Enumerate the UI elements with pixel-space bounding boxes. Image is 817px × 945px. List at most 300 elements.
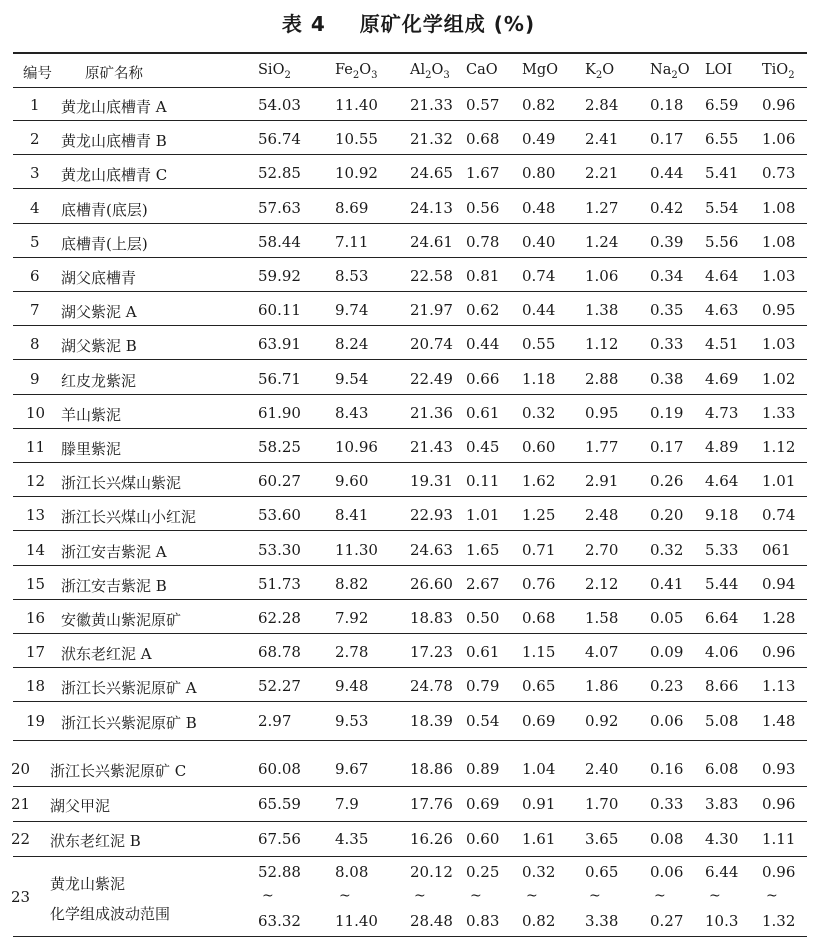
cell-tio2: 1.33 [762, 403, 796, 422]
table-rule [13, 394, 807, 395]
cell-high-na2o: 0.27 [650, 912, 684, 930]
cell-na2o: 0.33 [650, 795, 684, 813]
cell-fe2o3: 2.78 [335, 643, 369, 662]
cell-name: 湖父紫泥 A [61, 303, 137, 322]
cell-cao: 0.89 [466, 760, 500, 778]
cell-fe2o3: 9.74 [335, 301, 369, 320]
cell-name: 湖父底槽青 [61, 269, 137, 287]
column-header-mgo: MgO [522, 62, 559, 78]
cell-fe2o3: 11.30 [335, 540, 378, 559]
cell-fe2o3: 10.92 [335, 164, 378, 183]
table-rule [13, 821, 807, 822]
cell-k2o: 4.07 [585, 643, 619, 662]
table-rule [13, 565, 807, 566]
cell-al2o3: 24.65 [410, 164, 453, 183]
table-rule [13, 428, 807, 429]
cell-fe2o3: 8.43 [335, 403, 369, 422]
cell-loi: 6.59 [705, 96, 739, 114]
cell-name: 浙江长兴紫泥原矿 B [61, 713, 197, 732]
table-rule [13, 740, 807, 741]
cell-mgo: 0.40 [522, 232, 556, 251]
cell-cao: 1.01 [466, 506, 500, 525]
cell-sio2: 59.92 [258, 267, 301, 285]
cell-cao: 0.56 [466, 198, 500, 217]
cell-cao: 0.44 [466, 335, 500, 354]
cell-cao: 0.11 [466, 472, 500, 491]
cell-loi: 4.06 [705, 643, 739, 662]
cell-loi: 5.54 [705, 198, 739, 217]
cell-al2o3: 24.61 [410, 232, 453, 251]
cell-sio2: 57.63 [258, 198, 301, 217]
table-rule [13, 87, 807, 88]
cell-name: 底槽青(底层) [61, 200, 148, 219]
cell-sio2: 62.28 [258, 609, 301, 627]
cell-no: 16 [26, 609, 46, 627]
cell-k2o: 1.58 [585, 609, 619, 627]
table-rule [13, 52, 807, 54]
cell-cao: 0.45 [466, 438, 500, 456]
cell-al2o3: 19.31 [410, 472, 453, 491]
cell-al2o3: 22.93 [410, 506, 453, 525]
cell-low-cao: 0.25 [466, 863, 500, 881]
cell-tio2: 0.96 [762, 96, 796, 114]
cell-al2o3: 24.63 [410, 540, 453, 559]
cell-no: 18 [26, 677, 46, 696]
cell-al2o3: 16.26 [410, 830, 453, 848]
cell-no: 2 [30, 130, 40, 149]
cell-mgo: 0.32 [522, 403, 556, 422]
cell-k2o: 1.86 [585, 677, 619, 696]
column-header-no: 编号 [23, 66, 52, 82]
cell-loi: 4.51 [705, 335, 739, 354]
cell-no: 12 [26, 472, 46, 491]
cell-al2o3: 18.86 [410, 760, 453, 778]
cell-na2o: 0.33 [650, 335, 684, 354]
cell-mgo: 0.69 [522, 711, 556, 730]
cell-mgo: 0.74 [522, 267, 556, 285]
cell-fe2o3: 9.54 [335, 369, 369, 388]
cell-cao: 0.57 [466, 96, 500, 114]
cell-high-fe2o3: 11.40 [335, 912, 378, 930]
cell-fe2o3: 4.35 [335, 830, 369, 848]
cell-na2o: 0.34 [650, 267, 684, 285]
cell-name: 红皮龙紫泥 [61, 371, 137, 390]
table-rule [13, 786, 807, 787]
cell-no: 8 [30, 335, 40, 354]
cell-na2o: 0.08 [650, 830, 684, 848]
cell-tio2: 0.74 [762, 506, 796, 525]
tilde-cao: ~ [470, 888, 482, 904]
cell-tio2: 061 [762, 540, 791, 559]
table-rule [13, 496, 807, 497]
cell-loi: 6.55 [705, 130, 739, 149]
cell-mgo: 1.04 [522, 760, 556, 778]
column-header-k2o: $K_2O$ [585, 62, 615, 81]
cell-name: 浙江长兴煤山紫泥 [61, 474, 182, 493]
cell-cao: 0.81 [466, 267, 500, 285]
table-caption: 原矿化学组成 (%) [359, 12, 536, 36]
cell-sio2: 56.71 [258, 369, 301, 388]
cell-no: 19 [26, 711, 46, 730]
cell-fe2o3: 8.41 [335, 506, 369, 525]
cell-loi: 5.41 [705, 164, 739, 183]
cell-loi: 4.73 [705, 403, 739, 422]
cell-tio2: 1.01 [762, 472, 796, 491]
tilde-na2o: ~ [654, 888, 666, 904]
cell-cao: 0.78 [466, 232, 500, 251]
cell-no: 6 [30, 267, 40, 285]
column-header-loi: LOI [705, 62, 733, 78]
column-header-al2o3: $Al_2O_3$ [410, 62, 450, 81]
cell-sio2: 58.25 [258, 438, 301, 456]
cell-no: 5 [30, 232, 40, 251]
cell-cao: 1.67 [466, 164, 500, 183]
cell-cao: 2.67 [466, 574, 500, 593]
table-rule [13, 633, 807, 634]
cell-no: 9 [30, 369, 40, 388]
cell-name: 黄龙山底槽青 C [61, 166, 168, 185]
cell-na2o: 0.18 [650, 96, 684, 114]
cell-k2o: 1.70 [585, 795, 619, 813]
cell-fe2o3: 8.53 [335, 267, 369, 285]
cell-no: 1 [30, 96, 40, 114]
cell-tio2: 1.08 [762, 232, 796, 251]
cell-no: 20 [11, 760, 31, 778]
cell-tio2: 0.93 [762, 760, 796, 778]
cell-tio2: 1.13 [762, 677, 796, 696]
cell-no: 22 [11, 830, 31, 848]
cell-sio2: 61.90 [258, 403, 301, 422]
cell-k2o: 2.84 [585, 96, 619, 114]
cell-k2o: 2.21 [585, 164, 619, 183]
cell-al2o3: 20.74 [410, 335, 453, 354]
cell-high-loi: 10.3 [705, 912, 739, 930]
cell-k2o: 1.06 [585, 267, 619, 285]
cell-al2o3: 17.76 [410, 795, 453, 813]
cell-tio2: 1.06 [762, 130, 796, 149]
cell-k2o: 2.88 [585, 369, 619, 388]
cell-mgo: 1.61 [522, 830, 556, 848]
cell-loi: 5.56 [705, 232, 739, 251]
cell-loi: 4.64 [705, 472, 739, 491]
cell-tio2: 1.02 [762, 369, 796, 388]
cell-k2o: 1.12 [585, 335, 619, 354]
cell-al2o3: 21.43 [410, 438, 453, 456]
cell-name: 洑东老红泥 A [61, 645, 152, 664]
cell-no: 7 [30, 301, 40, 320]
cell-na2o: 0.17 [650, 438, 684, 456]
cell-k2o: 0.92 [585, 711, 619, 730]
cell-fe2o3: 9.53 [335, 711, 369, 730]
table-rule [13, 599, 807, 600]
cell-al2o3: 21.36 [410, 403, 453, 422]
cell-no: 21 [11, 795, 31, 813]
cell-na2o: 0.20 [650, 506, 684, 525]
tilde-al2o3: ~ [414, 888, 426, 904]
cell-no: 3 [30, 164, 40, 183]
cell-al2o3: 22.49 [410, 369, 453, 388]
table-rule [13, 530, 807, 531]
cell-high-tio2: 1.32 [762, 912, 796, 930]
cell-mgo: 0.49 [522, 130, 556, 149]
cell-mgo: 1.18 [522, 369, 556, 388]
cell-na2o: 0.41 [650, 574, 684, 593]
cell-low-na2o: 0.06 [650, 863, 684, 881]
table-rule [13, 359, 807, 360]
cell-tio2: 1.48 [762, 711, 796, 730]
cell-loi: 4.63 [705, 301, 739, 320]
cell-na2o: 0.42 [650, 198, 684, 217]
cell-mgo: 0.48 [522, 198, 556, 217]
cell-cao: 0.69 [466, 795, 500, 813]
cell-name-line2: 化学组成波动范围 [50, 905, 171, 923]
table-rule [13, 701, 807, 702]
cell-name: 湖父甲泥 [50, 797, 111, 815]
cell-k2o: 3.65 [585, 830, 619, 848]
cell-tio2: 0.73 [762, 164, 796, 183]
cell-mgo: 0.71 [522, 540, 556, 559]
cell-loi: 4.30 [705, 830, 739, 848]
cell-sio2: 68.78 [258, 643, 301, 662]
cell-low-loi: 6.44 [705, 863, 739, 881]
cell-loi: 5.08 [705, 711, 739, 730]
cell-no: 15 [26, 574, 46, 593]
cell-tio2: 1.03 [762, 335, 796, 354]
cell-mgo: 0.65 [522, 677, 556, 696]
cell-low-tio2: 0.96 [762, 863, 796, 881]
column-header-sio2: SiO$_2$ [258, 62, 291, 81]
cell-sio2: 52.27 [258, 677, 301, 696]
tilde-fe2o3: ~ [339, 888, 351, 904]
cell-high-cao: 0.83 [466, 912, 500, 930]
cell-low-k2o: 0.65 [585, 863, 619, 881]
table-rule [13, 291, 807, 292]
column-header-cao: CaO [466, 62, 498, 78]
tilde-sio2: ~ [262, 888, 274, 904]
cell-k2o: 1.77 [585, 438, 619, 456]
cell-name: 安徽黄山紫泥原矿 [61, 611, 182, 629]
cell-al2o3: 21.97 [410, 301, 453, 320]
cell-fe2o3: 11.40 [335, 96, 378, 114]
cell-cao: 0.68 [466, 130, 500, 149]
cell-k2o: 0.95 [585, 403, 619, 422]
cell-mgo: 0.60 [522, 438, 556, 456]
cell-fe2o3: 9.60 [335, 472, 369, 491]
table-rule [13, 257, 807, 258]
cell-k2o: 1.24 [585, 232, 619, 251]
cell-mgo: 0.82 [522, 96, 556, 114]
cell-na2o: 0.16 [650, 760, 684, 778]
cell-mgo: 1.15 [522, 643, 556, 662]
cell-al2o3: 26.60 [410, 574, 453, 593]
cell-low-sio2: 52.88 [258, 863, 301, 881]
cell-al2o3: 21.32 [410, 130, 453, 149]
cell-sio2: 65.59 [258, 795, 301, 813]
cell-loi: 4.64 [705, 267, 739, 285]
cell-cao: 0.54 [466, 711, 500, 730]
cell-no: 17 [26, 643, 46, 662]
cell-high-k2o: 3.38 [585, 912, 619, 930]
cell-mgo: 1.62 [522, 472, 556, 491]
cell-tio2: 1.12 [762, 438, 796, 456]
cell-name: 浙江长兴煤山小红泥 [61, 508, 197, 527]
cell-loi: 4.69 [705, 369, 739, 388]
cell-k2o: 2.48 [585, 506, 619, 525]
cell-na2o: 0.17 [650, 130, 684, 149]
tilde-k2o: ~ [589, 888, 601, 904]
cell-sio2: 56.74 [258, 130, 301, 149]
cell-mgo: 0.55 [522, 335, 556, 354]
column-header-na2o: $Na_2O$ [650, 62, 690, 81]
cell-mgo: 1.25 [522, 506, 556, 525]
cell-cao: 0.61 [466, 643, 500, 662]
cell-al2o3: 24.78 [410, 677, 453, 696]
cell-tio2: 0.95 [762, 301, 796, 320]
cell-loi: 9.18 [705, 506, 739, 525]
cell-na2o: 0.06 [650, 711, 684, 730]
cell-cao: 0.62 [466, 301, 500, 320]
cell-name: 羊山紫泥 [61, 405, 122, 424]
table-rule [13, 936, 807, 937]
cell-al2o3: 21.33 [410, 96, 453, 114]
cell-fe2o3: 7.92 [335, 609, 369, 627]
tilde-mgo: ~ [526, 888, 538, 904]
cell-k2o: 2.12 [585, 574, 619, 593]
cell-low-al2o3: 20.12 [410, 863, 453, 881]
cell-no: 13 [26, 506, 46, 525]
cell-sio2: 63.91 [258, 335, 301, 354]
cell-fe2o3: 9.48 [335, 677, 369, 696]
cell-na2o: 0.19 [650, 403, 684, 422]
table-rule [13, 856, 807, 857]
cell-k2o: 2.70 [585, 540, 619, 559]
cell-fe2o3: 7.11 [335, 232, 369, 251]
cell-loi: 8.66 [705, 677, 739, 696]
cell-tio2: 1.03 [762, 267, 796, 285]
cell-fe2o3: 8.82 [335, 574, 369, 593]
cell-no: 14 [26, 540, 46, 559]
cell-cao: 0.50 [466, 609, 500, 627]
cell-sio2: 51.73 [258, 574, 301, 593]
cell-mgo: 0.68 [522, 609, 556, 627]
cell-tio2: 0.94 [762, 574, 796, 593]
cell-k2o: 2.91 [585, 472, 619, 491]
cell-sio2: 58.44 [258, 232, 301, 251]
cell-name: 洑东老红泥 B [50, 832, 141, 850]
cell-tio2: 1.08 [762, 198, 796, 217]
cell-mgo: 0.44 [522, 301, 556, 320]
cell-al2o3: 18.83 [410, 609, 453, 627]
cell-mgo: 0.91 [522, 795, 556, 813]
table-title [0, 8, 817, 37]
column-header-fe2o3: $Fe_2O_3$ [335, 62, 378, 81]
cell-loi: 6.08 [705, 760, 739, 778]
cell-tio2: 1.28 [762, 609, 796, 627]
cell-loi: 3.83 [705, 795, 739, 813]
cell-fe2o3: 10.96 [335, 438, 378, 456]
cell-k2o: 2.41 [585, 130, 619, 149]
cell-cao: 1.65 [466, 540, 500, 559]
table-rule [13, 188, 807, 189]
cell-sio2: 60.27 [258, 472, 301, 491]
cell-loi: 6.64 [705, 609, 739, 627]
cell-cao: 0.66 [466, 369, 500, 388]
cell-al2o3: 22.58 [410, 267, 453, 285]
cell-low-fe2o3: 8.08 [335, 863, 369, 881]
cell-fe2o3: 9.67 [335, 760, 369, 778]
cell-na2o: 0.32 [650, 540, 684, 559]
cell-loi: 5.44 [705, 574, 739, 593]
cell-fe2o3: 10.55 [335, 130, 378, 149]
table-rule [13, 120, 807, 121]
cell-high-mgo: 0.82 [522, 912, 556, 930]
cell-tio2: 0.96 [762, 795, 796, 813]
cell-k2o: 1.38 [585, 301, 619, 320]
cell-k2o: 1.27 [585, 198, 619, 217]
cell-mgo: 0.80 [522, 164, 556, 183]
cell-mgo: 0.76 [522, 574, 556, 593]
table-number: 表 4 [281, 12, 326, 36]
cell-name: 浙江长兴紫泥原矿 A [61, 679, 197, 698]
cell-na2o: 0.35 [650, 301, 684, 320]
table-rule [13, 154, 807, 155]
cell-sio2: 60.08 [258, 760, 301, 778]
table-rule [13, 223, 807, 224]
cell-sio2: 53.30 [258, 540, 301, 559]
cell-sio2: 60.11 [258, 301, 301, 320]
cell-al2o3: 18.39 [410, 711, 453, 730]
cell-sio2: 67.56 [258, 830, 301, 848]
cell-na2o: 0.05 [650, 609, 684, 627]
table-rule [13, 667, 807, 668]
cell-name: 滕里紫泥 [61, 440, 122, 458]
column-header-name: 原矿名称 [85, 66, 143, 82]
cell-na2o: 0.44 [650, 164, 684, 183]
column-header-tio2: TiO$_2$ [762, 62, 795, 81]
tilde-loi: ~ [709, 888, 721, 904]
cell-no: 11 [26, 438, 46, 456]
cell-cao: 0.79 [466, 677, 500, 696]
cell-name: 黄龙山底槽青 A [61, 98, 167, 116]
cell-sio2: 52.85 [258, 164, 301, 183]
cell-cao: 0.60 [466, 830, 500, 848]
cell-name: 湖父紫泥 B [61, 337, 137, 356]
cell-sio2: 54.03 [258, 96, 301, 114]
table-rule [13, 325, 807, 326]
cell-no: 10 [26, 403, 46, 422]
cell-fe2o3: 8.24 [335, 335, 369, 354]
cell-name-line1: 黄龙山紫泥 [50, 875, 126, 893]
cell-tio2: 0.96 [762, 643, 796, 662]
cell-k2o: 2.40 [585, 760, 619, 778]
cell-cao: 0.61 [466, 403, 500, 422]
cell-name: 浙江安吉紫泥 A [61, 542, 167, 561]
cell-no: 4 [30, 198, 40, 217]
cell-low-mgo: 0.32 [522, 863, 556, 881]
cell-name: 浙江安吉紫泥 B [61, 576, 167, 595]
cell-na2o: 0.23 [650, 677, 684, 696]
cell-loi: 5.33 [705, 540, 739, 559]
cell-name: 底槽青(上层) [61, 234, 148, 253]
cell-sio2: 53.60 [258, 506, 301, 525]
cell-tio2: 1.11 [762, 830, 796, 848]
cell-na2o: 0.26 [650, 472, 684, 491]
cell-name: 黄龙山底槽青 B [61, 132, 167, 151]
cell-al2o3: 17.23 [410, 643, 453, 662]
cell-fe2o3: 7.9 [335, 795, 359, 813]
cell-no: 23 [11, 888, 31, 906]
cell-name: 浙江长兴紫泥原矿 C [50, 762, 187, 780]
